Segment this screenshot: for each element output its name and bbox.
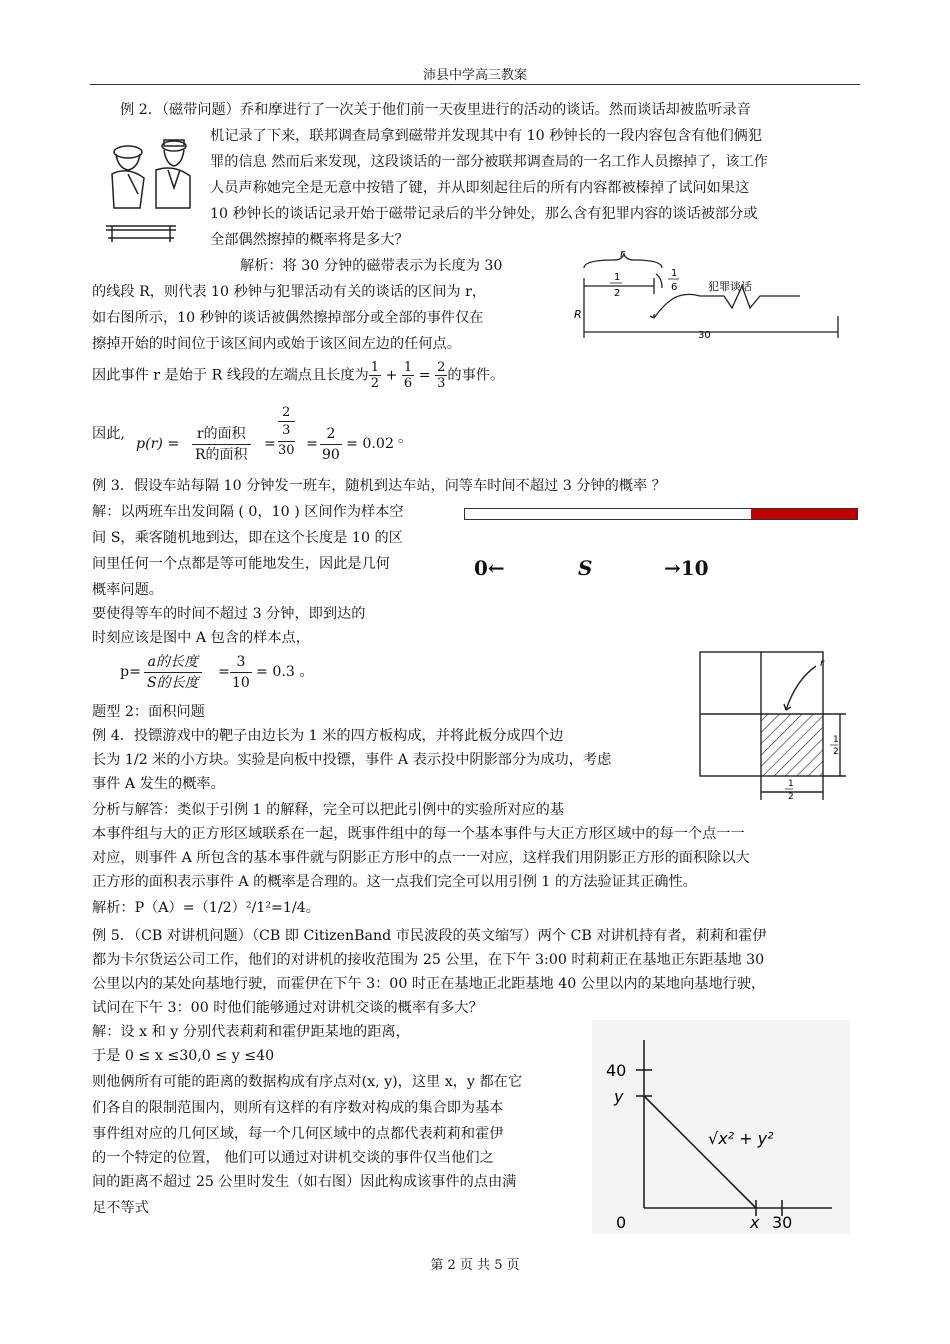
graph-30-label: 30 — [772, 1213, 793, 1232]
ex2-line-3: 罪的信息 然而后来发现，这段谈话的一部分被联邦调查局的一名工作人员擦掉了，该工作 — [210, 154, 768, 170]
tape-sixth-den: 6 — [671, 282, 678, 293]
interval-bar-red-segment — [751, 509, 857, 519]
frac-half — [369, 360, 381, 391]
p-frac-den: S的长度 — [147, 675, 199, 691]
frac-sixth — [402, 360, 414, 391]
board-r-label: r — [820, 658, 825, 669]
ex5-line-12: 足不等式 — [92, 1200, 149, 1216]
ex2-line-6: 全部偶然擦掉的概率将是多大？ — [210, 232, 409, 248]
frac-half-den: 2 — [370, 376, 379, 391]
p-3-10-den: 10 — [232, 675, 250, 691]
plus-sign: + — [385, 367, 398, 384]
ex3-line-5: 要使得等车的时间不超过 3 分钟，即到达的 — [92, 606, 366, 622]
ex2-analysis-4: 擦掉开始的时间位于该区间内或始于该区间左边的任何点。 — [92, 336, 461, 352]
prob-nested-frac — [278, 404, 295, 459]
tape-diagram — [574, 246, 850, 346]
ex4-line-5: 本事件组与大的正方形区域联系在一起，既事件组中的每一个基本事件与大正方形区域中的每一个点一一 — [92, 826, 745, 842]
frac-sixth-den: 6 — [403, 376, 413, 391]
ex2-line-5: 10 秒钟长的谈话记录开始于磁带记录后的半分钟处，那么含有犯罪内容的谈话被部分或 — [210, 206, 758, 222]
graph-x-label: x — [750, 1213, 760, 1232]
target-board-diagram — [696, 650, 856, 806]
p-frac-num: a的长度 — [144, 652, 202, 673]
board-half2-num: 1 — [788, 779, 794, 789]
bar-mid-label: S — [578, 556, 593, 580]
tape-r-label: r — [620, 247, 625, 260]
ex5-line-9: 事件组对应的几何区域，每一个几何区域中的点都代表莉莉和霍伊 — [92, 1126, 504, 1142]
prob-eq-1: = — [264, 436, 276, 452]
ex2-analysis-1: 解析：将 30 分钟的磁带表示为长度为 30 — [240, 258, 503, 274]
frac-2-90-den: 90 — [322, 447, 340, 463]
ex2-analysis-3: 如右图所示，10 秒钟的谈话被偶然擦掉部分或全部的事件仅在 — [92, 310, 484, 326]
bar-left-label: 0← — [474, 556, 505, 580]
ex5-line-11: 间的距离不超过 25 公里时发生（如右图）因此构成该事件的点由满 — [92, 1174, 517, 1190]
board-half-den: 2 — [833, 747, 839, 757]
prob-result: = 0.02 — [346, 436, 394, 452]
ex3-line-2: 间 S，乘客随机地到达，即在这个长度是 10 的区 — [92, 530, 403, 546]
ex2-line-1: 例 2．（磁带问题）乔和摩进行了一次关于他们前一天夜里进行的活动的谈话。然而谈话却被监听录音 — [120, 102, 751, 118]
ex4-line-2: 长为 1/2 米的小方块。实验是向板中投镖，事件 A 表示投中阴影部分为成功，考虑 — [92, 752, 612, 768]
prob-prefix: 因此, — [92, 426, 125, 442]
ex5-line-6: 于是 0 ≤ x ≤30,0 ≤ y ≤40 — [92, 1048, 275, 1064]
graph-origin-label: 0 — [616, 1213, 627, 1232]
eq-sign: = — [418, 367, 431, 384]
prob-frac-num: r的面积 — [192, 424, 251, 445]
tape-30-label: 30 — [698, 330, 711, 341]
p-frac-3-10 — [230, 652, 252, 693]
graph-sqrt-label: √x² + y² — [708, 1129, 774, 1148]
prob-frac-den: R的面积 — [195, 447, 248, 463]
ex4-line-8: 解析：P（A）=（1/2）²/1²=1/4。 — [92, 900, 320, 916]
graph-40-label: 40 — [606, 1061, 627, 1080]
nested-top-num: 2 — [282, 405, 291, 420]
ex5-line-7: 则他俩所有可能的距离的数据构成有序点对(x, y)，这里 x，y 都在它 — [92, 1074, 523, 1090]
p-frac — [144, 652, 202, 693]
event-prefix: 因此事件 r 是始于 R 线段的左端点且长度为 — [92, 367, 369, 384]
ex3-line-6: 时刻应该是图中 A 包含的样本点， — [92, 630, 310, 646]
board-half2-den: 2 — [788, 792, 794, 802]
tape-R-label: R — [574, 308, 582, 321]
ex3-line-1: 解：以两班车出发间隔 ( 0，10 ) 区间作为样本空 — [92, 504, 404, 520]
ex2-line-4: 人员声称她完全是无意中按错了键，并从即刻起往后的所有内容都被榛掉了试问如果这 — [210, 180, 750, 196]
tape-sixth-num: 1 — [671, 268, 678, 279]
ex5-line-3: 公里以内的某处向基地行驶，而霍伊在下午 3：00 时正在基地正北距基地 40 公里以内的某地向基地行驶， — [92, 976, 766, 992]
frac-twothird-den: 3 — [437, 376, 446, 391]
tape-half-num: 1 — [614, 272, 621, 283]
header-rule — [90, 84, 860, 85]
detectives-illustration — [98, 130, 202, 248]
ex4-line-7: 正方形的面积表示事件 A 的概率是合理的。这一点我们完全可以用引例 1 的方法验证其正确性。 — [92, 874, 697, 890]
p-prefix: p= — [120, 664, 141, 680]
prob-frac-area — [192, 424, 251, 465]
tape-half-den: 2 — [614, 288, 621, 299]
ex5-line-4: 试问在下午 3：00 时他们能够通过对讲机交谈的概率有多大？ — [92, 1000, 483, 1016]
page-header: 沛县中学高三教案 — [422, 68, 527, 83]
type2-title: 题型 2：面积问题 — [92, 704, 205, 720]
frac-sixth-num: 1 — [403, 360, 413, 375]
p-result: = 0.3 。 — [256, 664, 314, 680]
event-suffix: 的事件。 — [447, 367, 505, 384]
ex5-line-1: 例 5．（CB 对讲机问题）（CB 即 CitizenBand 市民波段的英文缩写）两个 CB 对讲机持有者，莉莉和霍伊 — [92, 928, 767, 944]
ex4-line-4: 分析与解答：类似于引例 1 的解释，完全可以把此引例中的实验所对应的基 — [92, 802, 565, 818]
nested-top-den: 3 — [278, 421, 295, 439]
ex5-line-5: 解：设 x 和 y 分别代表莉莉和霍伊距某地的距离， — [92, 1024, 410, 1040]
distance-graph — [592, 1020, 850, 1234]
prob-frac-2-90 — [320, 424, 342, 465]
board-half-num: 1 — [833, 735, 839, 745]
ex3-line-4: 概率问题。 — [92, 582, 163, 598]
interval-bar — [464, 508, 858, 520]
ex3-title: 例 3．假设车站每隔 10 分钟发一班车，随机到达车站，问等车时间不超过 3 分钟的概率 ？ — [92, 478, 666, 494]
prob-eq-2: = — [306, 436, 318, 452]
ex5-line-8: 们各自的限制范围内，则所有这样的有序数对构成的集合即为基本 — [92, 1100, 504, 1116]
ex4-line-3: 事件 A 发生的概率。 — [92, 776, 225, 792]
ex2-line-2: 机记录了下来，联邦调查局拿到磁带并发现其中有 10 秒钟长的一段内容包含有他们俩犯 — [210, 128, 763, 144]
ex3-line-3: 间里任何一个点都是等可能地发生，因此是几何 — [92, 556, 390, 572]
prob-lhs: p(r) = — [136, 436, 180, 452]
ex2-analysis-2: 的线段 R，则代表 10 秒钟与犯罪活动有关的谈话的区间为 r， — [92, 284, 487, 300]
prob-end: 。 — [398, 430, 413, 446]
frac-twothird-num: 2 — [437, 360, 446, 375]
ex2-event-line — [92, 360, 504, 391]
p-3-10-num: 3 — [230, 652, 252, 673]
frac-twothird — [435, 360, 447, 391]
ex5-line-2: 都为卡尔货运公司工作，他们的对讲机的接收范围为 25 公里，在下午 3:00 时莉莉正在基地正东距基地 30 — [92, 952, 765, 968]
graph-y-label: y — [614, 1087, 624, 1106]
nested-den: 30 — [278, 443, 295, 458]
ex5-line-10: 的一个特定的位置， 他们可以通过对讲机交谈的事件仅当他们之 — [92, 1150, 494, 1166]
ex4-line-6: 对应，则事件 A 所包含的基本事件就与阴影正方形中的点一一对应，这样我们用阴影正方形的面积除以大 — [92, 850, 750, 866]
p-eq: = — [218, 664, 230, 680]
frac-2-90-num: 2 — [320, 424, 342, 445]
tape-crime-label: 犯罪谈话 — [708, 280, 752, 293]
ex4-line-1: 例 4．投镖游戏中的靶子由边长为 1 米的四方板构成，并将此板分成四个边 — [92, 728, 564, 744]
bar-right-label: →10 — [664, 556, 709, 580]
page-footer: 第 2 页 共 5 页 — [430, 1258, 520, 1273]
frac-half-num: 1 — [370, 360, 379, 375]
